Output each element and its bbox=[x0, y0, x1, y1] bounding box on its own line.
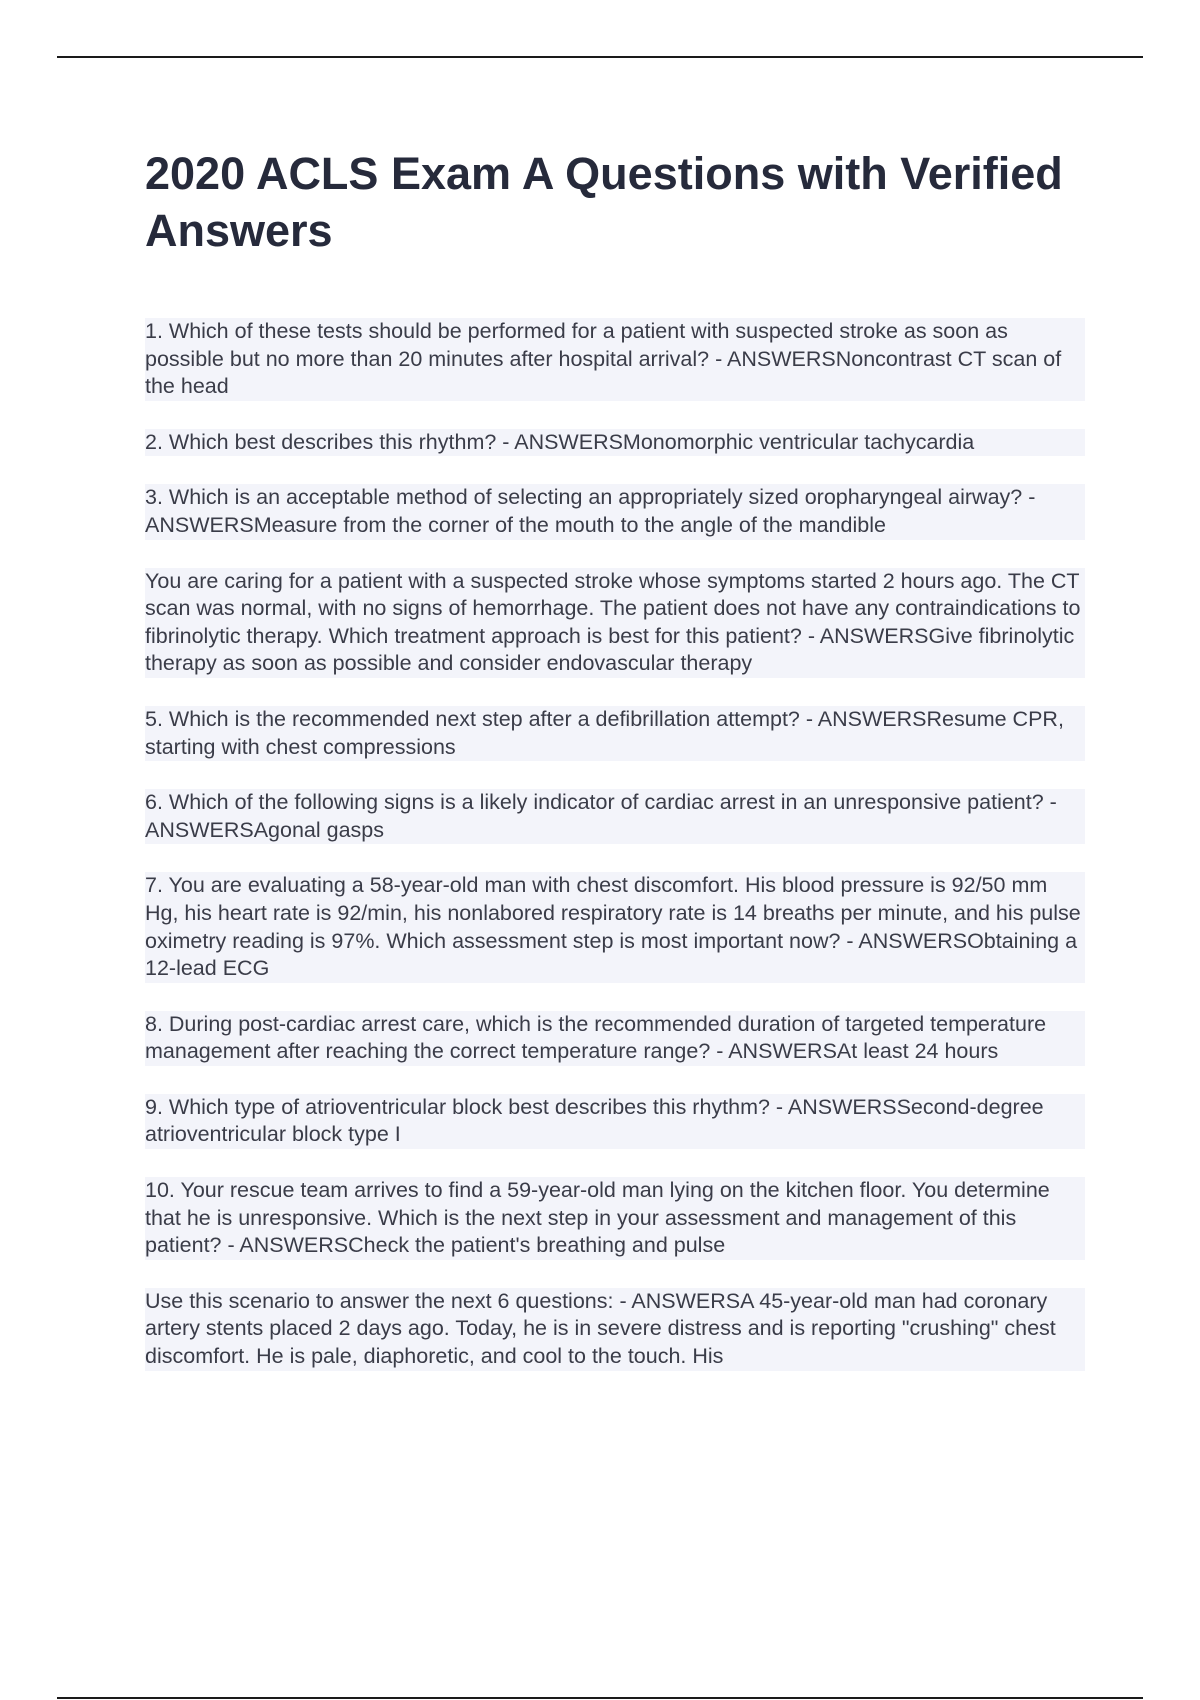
qa-item-1: 1. Which of these tests should be performed for a patient with suspected stroke as soon as possible but no more than 20 minutes after hospital arrival? - ANSWERSNoncontrast CT scan of the head bbox=[145, 318, 1085, 401]
qa-item-5: 5. Which is the recommended next step after a defibrillation attempt? - ANSWERSResume CPR, starting with chest compressions bbox=[145, 706, 1085, 761]
document-body bbox=[145, 145, 1085, 1399]
qa-list bbox=[145, 318, 1085, 1371]
bottom-rule bbox=[57, 1697, 1143, 1699]
qa-item-8: 8. During post-cardiac arrest care, which is the recommended duration of targeted temperature management after reaching the correct temperature range? - ANSWERSAt least 24 hours bbox=[145, 1011, 1085, 1066]
qa-item-10: 10. Your rescue team arrives to find a 59-year-old man lying on the kitchen floor. You determine that he is unresponsive. Which is the next step in your assessment and management of this patient? - ANSWERSCheck the patient's breathing and pulse bbox=[145, 1177, 1085, 1260]
top-rule bbox=[57, 56, 1143, 58]
document-title: 2020 ACLS Exam A Questions with Verified Answers bbox=[145, 148, 1063, 256]
qa-item-6: 6. Which of the following signs is a likely indicator of cardiac arrest in an unresponsive patient? - ANSWERSAgonal gasps bbox=[145, 789, 1085, 844]
qa-item-9: 9. Which type of atrioventricular block best describes this rhythm? - ANSWERSSecond-degree atrioventricular block type I bbox=[145, 1094, 1085, 1149]
qa-item-4: You are caring for a patient with a suspected stroke whose symptoms started 2 hours ago. The CT scan was normal, with no signs of hemorrhage. The patient does not have any contraindications to fibrinolytic therapy. Which treatment approach is best for this patient? - ANSWERSGive fibrinolytic therapy as soon as possible and consider endovascular therapy bbox=[145, 568, 1085, 678]
qa-item-11: Use this scenario to answer the next 6 questions: - ANSWERSA 45-year-old man had coronary artery stents placed 2 days ago. Today, he is in severe distress and is reporting "crushing" chest discomfort. He is pale, diaphoretic, and cool to the touch. His bbox=[145, 1288, 1085, 1371]
qa-item-2: 2. Which best describes this rhythm? - ANSWERSMonomorphic ventricular tachycardia bbox=[145, 429, 1085, 457]
qa-item-7: 7. You are evaluating a 58-year-old man with chest discomfort. His blood pressure is 92/50 mm Hg, his heart rate is 92/min, his nonlabored respiratory rate is 14 breaths per minute, and his pulse oximetry reading is 97%. Which assessment step is most important now? - ANSWERSObtaining a 12-lead ECG bbox=[145, 872, 1085, 982]
qa-item-3: 3. Which is an acceptable method of selecting an appropriately sized oropharyngeal airway? - ANSWERSMeasure from the corner of the mouth to the angle of the mandible bbox=[145, 484, 1085, 539]
